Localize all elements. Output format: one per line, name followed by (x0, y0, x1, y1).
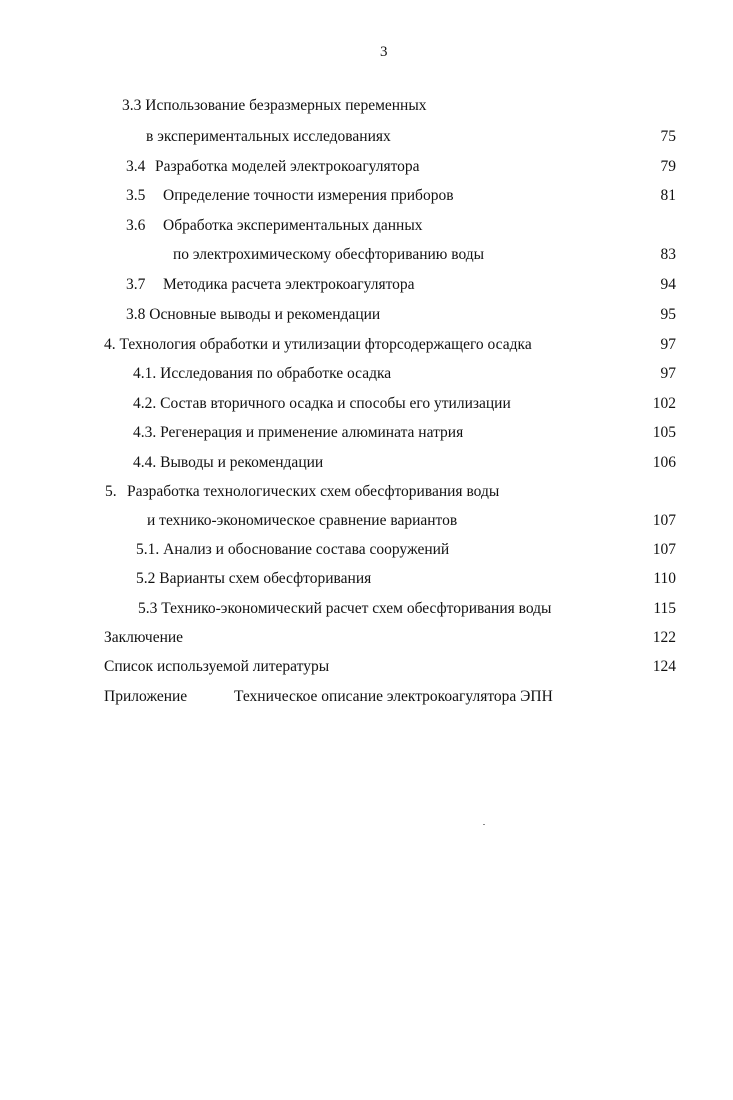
toc-entry-page: 75 (660, 128, 676, 145)
toc-entry-page: 79 (660, 158, 676, 175)
toc-entry-number: 3.7 (126, 276, 146, 293)
toc-entry-3-6-continuation (173, 246, 484, 264)
toc-entry-3-5 (126, 187, 454, 205)
toc-entry-page: 97 (660, 365, 676, 382)
toc-entry-title: Технико-экономический расчет схем обесфторивания воды (161, 600, 552, 617)
toc-entry-5-1 (136, 541, 449, 559)
toc-entry-3-3 (122, 97, 427, 115)
toc-entry-number: 3.3 (122, 97, 142, 114)
toc-entry-title: Разработка технологических схем обесфторивания воды (127, 483, 500, 500)
toc-entry-title: Выводы и рекомендации (160, 454, 324, 471)
toc-entry-number: Приложение (104, 688, 188, 705)
toc-entry-page: 97 (660, 336, 676, 353)
toc-entry-page: 81 (660, 187, 676, 204)
toc-entry-number: 3.5 (126, 187, 146, 204)
toc-entry-title: Техническое описание электрокоагулятора ЭПН (234, 688, 553, 705)
toc-entry-page: 110 (653, 570, 676, 587)
toc-entry-title: Регенерация и применение алюмината натрия (160, 424, 464, 441)
toc-entry-title: Основные выводы и рекомендации (149, 306, 381, 323)
page-number: 3 (380, 44, 388, 60)
toc-entry-number: 5. (105, 483, 117, 500)
toc-entry-4-3 (133, 424, 463, 442)
toc-entry-title: Использование безразмерных переменных (145, 97, 427, 114)
toc-entry-title: Разработка моделей электрокоагулятора (155, 158, 420, 175)
toc-entry-page: 83 (660, 246, 676, 263)
toc-entry-number: 4.2. (133, 395, 157, 412)
toc-entry-3-8 (126, 306, 380, 324)
toc-entry-page: 102 (652, 395, 676, 412)
toc-entry-5-continuation (147, 512, 457, 530)
toc-entry-number: 4. (104, 336, 116, 353)
toc-entry-page: 106 (652, 454, 676, 471)
toc-entry-5 (105, 483, 499, 501)
toc-entry-number: 4.4. (133, 454, 157, 471)
toc-entry-title: Определение точности измерения приборов (163, 187, 454, 204)
toc-entry-title: Варианты схем обесфторивания (159, 570, 372, 587)
toc-entry-title: Состав вторичного осадка и способы его утилизации (160, 395, 511, 412)
toc-entry-number: 4.3. (133, 424, 157, 441)
toc-entry-appendix (104, 688, 553, 706)
toc-entry-page: 115 (653, 600, 676, 617)
toc-entry-title: Методика расчета электрокоагулятора (163, 276, 415, 293)
toc-entry-4-2 (133, 395, 511, 413)
toc-entry-page: 94 (660, 276, 676, 293)
toc-entry-number: 5.3 (138, 600, 158, 617)
toc-entry-conclusion (104, 629, 183, 647)
toc-entry-page: 105 (652, 424, 676, 441)
toc-entry-title: Технология обработки и утилизации фторсодержащего осадка (119, 336, 532, 353)
toc-entry-references (104, 658, 329, 676)
toc-entry-title: Исследования по обработке осадка (160, 365, 392, 382)
toc-entry-4 (104, 336, 532, 354)
toc-entry-page: 95 (660, 306, 676, 323)
toc-entry-number: 4.1. (133, 365, 157, 382)
toc-entry-3-4 (126, 158, 420, 176)
toc-entry-title: Заключение (104, 629, 184, 646)
toc-entry-number: 5.2 (136, 570, 156, 587)
toc-entry-3-7 (126, 276, 415, 294)
toc-entry-title: Анализ и обоснование состава сооружений (163, 541, 450, 558)
toc-entry-3-6 (126, 217, 422, 235)
toc-entry-title: и технико-экономическое сравнение вариантов (147, 512, 458, 529)
toc-entry-page: 124 (652, 658, 676, 675)
toc-entry-page: 107 (652, 541, 676, 558)
toc-entry-title: Обработка экспериментальных данных (163, 217, 423, 234)
toc-entry-title: по электрохимическому обесфториванию воды (173, 246, 485, 263)
toc-entry-4-4 (133, 454, 323, 472)
toc-entry-number: 3.6 (126, 217, 146, 234)
toc-entry-number: 5.1. (136, 541, 160, 558)
scan-speck (483, 824, 485, 825)
toc-entry-5-3 (138, 600, 551, 618)
toc-entry-number: 3.8 (126, 306, 146, 323)
toc-entry-4-1 (133, 365, 391, 383)
toc-entry-3-3-continuation (146, 128, 391, 146)
toc-entry-number: 3.4 (126, 158, 146, 175)
toc-entry-title: в экспериментальных исследованиях (146, 128, 391, 145)
toc-entry-page: 122 (652, 629, 676, 646)
toc-entry-page: 107 (652, 512, 676, 529)
toc-entry-5-2 (136, 570, 371, 588)
toc-entry-title: Список используемой литературы (104, 658, 330, 675)
